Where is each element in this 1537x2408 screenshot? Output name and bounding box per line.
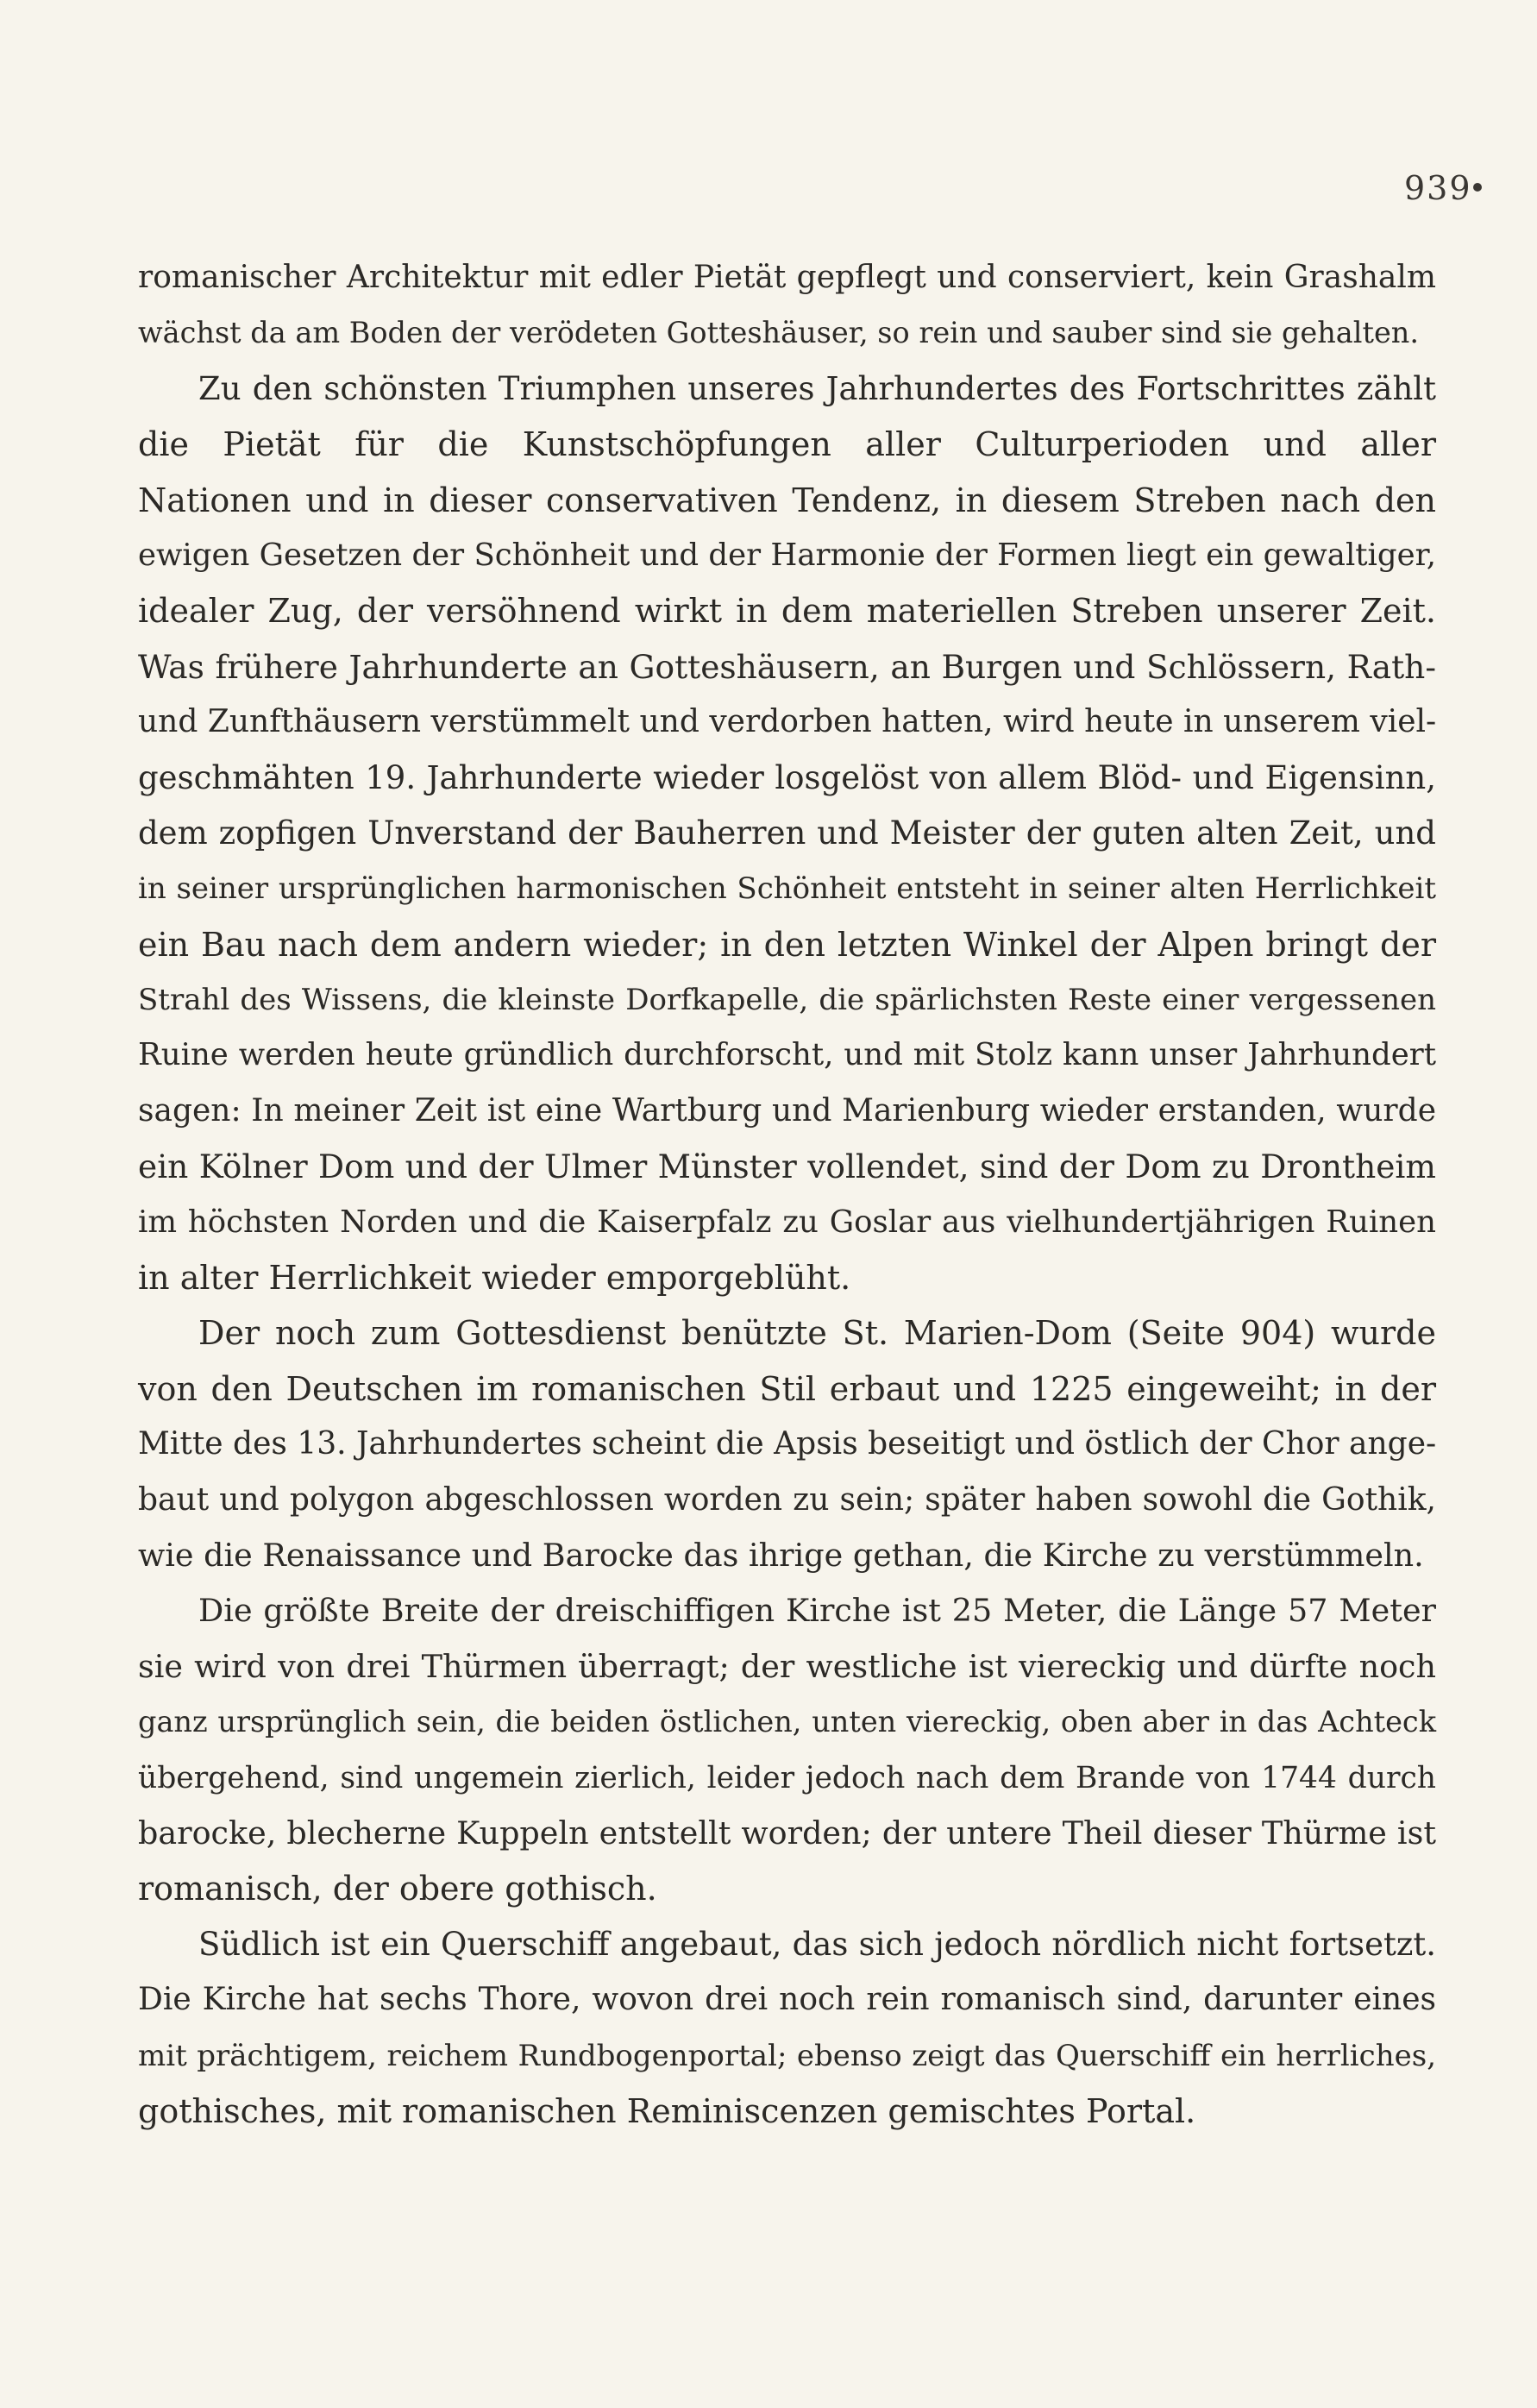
text-line: und Zunfthäusern verstümmelt und verdorben hatten, wird heute in unserem viel- <box>138 704 1437 740</box>
text-line: wächst da am Boden der verödeten Gotteshäuser, so rein und sauber sind sie gehalten. <box>138 316 1420 350</box>
text-line: Was frühere Jahrhunderte an Gotteshäusern, an Burgen und Schlössern, Rath- <box>138 647 1436 686</box>
text-line: Nationen und in dieser conservativen Tendenz, in diesem Streben nach den <box>138 481 1436 519</box>
text-line: Zu den schönsten Triumphen unseres Jahrhundertes des Fortschrittes zählt <box>198 369 1436 407</box>
text-line: baut und polygon abgeschlossen worden zu sein; später haben sowohl die Gothik, <box>138 1481 1436 1518</box>
text-line: von den Deutschen im romanischen Stil erbaut und 1225 eingeweiht; in der <box>138 1369 1436 1408</box>
bullet-mark <box>1473 183 1482 192</box>
text-line: übergehend, sind ungemein zierlich, leider jedoch nach dem Brande von 1744 durch <box>138 1760 1436 1795</box>
text-line: wie die Renaissance und Barocke das ihrige gethan, die Kirche zu verstümmeln. <box>138 1536 1424 1574</box>
text-line: romanisch, der obere gothisch. <box>138 1870 657 1908</box>
text-line: im höchsten Norden und die Kaiserpfalz zu Goslar aus vielhundertjährigen Ruinen <box>138 1204 1436 1240</box>
text-line: Die Kirche hat sechs Thore, wovon drei noch rein romanisch sind, darunter eines <box>138 1982 1436 2018</box>
text-line: sie wird von drei Thürmen überragt; der westliche ist viereckig und dürfte noch <box>138 1647 1436 1685</box>
text-line: Strahl des Wissens, die kleinste Dorfkapelle, die spärlichsten Reste einer vergessenen <box>138 983 1436 1018</box>
text-line: mit prächtigem, reichem Rundbogenportal; ebenso zeigt das Querschiff ein herrliches, <box>138 2038 1436 2073</box>
text-line: Südlich ist ein Querschiff angebaut, das sich jedoch nördlich nicht fortsetzt. <box>198 1925 1436 1963</box>
text-line: Ruine werden heute gründlich durchforscht, und mit Stolz kann unser Jahrhundert <box>138 1037 1436 1073</box>
text-line: geschmähten 19. Jahrhunderte wieder losgelöst von allem Blöd- und Eigensinn, <box>138 758 1436 796</box>
text-line: die Pietät für die Kunstschöpfungen aller Culturperioden und aller <box>138 425 1436 464</box>
text-line: Mitte des 13. Jahrhundertes scheint die Apsis beseitigt und östlich der Chor ange- <box>138 1426 1437 1462</box>
text-line: ganz ursprünglich sein, die beiden östlichen, unten viereckig, oben aber in das Achteck <box>138 1705 1436 1739</box>
text-line: in seiner ursprünglichen harmonischen Schönheit entsteht in seiner alten Herrlichkeit <box>138 871 1436 907</box>
text-line: sagen: In meiner Zeit ist eine Wartburg und Marienburg wieder erstanden, wurde <box>138 1092 1436 1129</box>
text-line: barocke, blecherne Kuppeln entstellt worden; der untere Theil dieser Thürme ist <box>138 1814 1436 1852</box>
text-line: dem zopfigen Unverstand der Bauherren und Meister der guten alten Zeit, und <box>138 814 1436 852</box>
text-line: Der noch zum Gottesdienst benützte St. Marien-Dom (Seite 904) wurde <box>198 1314 1436 1353</box>
text-line: gothisches, mit romanischen Reminiscenzen gemischtes Portal. <box>138 2091 1196 2130</box>
text-line: ein Kölner Dom und der Ulmer Münster vollendet, sind der Dom zu Drontheim <box>138 1147 1436 1186</box>
text-line: Die größte Breite der dreischiffigen Kirche ist 25 Meter, die Länge 57 Meter <box>198 1592 1436 1630</box>
page-number: 939 <box>1404 169 1472 207</box>
text-line: ein Bau nach dem andern wieder; in den letzten Winkel der Alpen bringt der <box>138 925 1436 964</box>
text-line: idealer Zug, der versöhnend wirkt in dem materiellen Streben unserer Zeit. <box>138 592 1436 631</box>
text-line: in alter Herrlichkeit wieder emporgeblüht. <box>138 1259 851 1298</box>
body-text <box>138 250 1436 2139</box>
text-line: ewigen Gesetzen der Schönheit und der Harmonie der Formen liegt ein gewaltiger, <box>138 537 1436 573</box>
text-line: romanischer Architektur mit edler Pietät gepflegt und conserviert, kein Grashalm <box>138 260 1436 295</box>
